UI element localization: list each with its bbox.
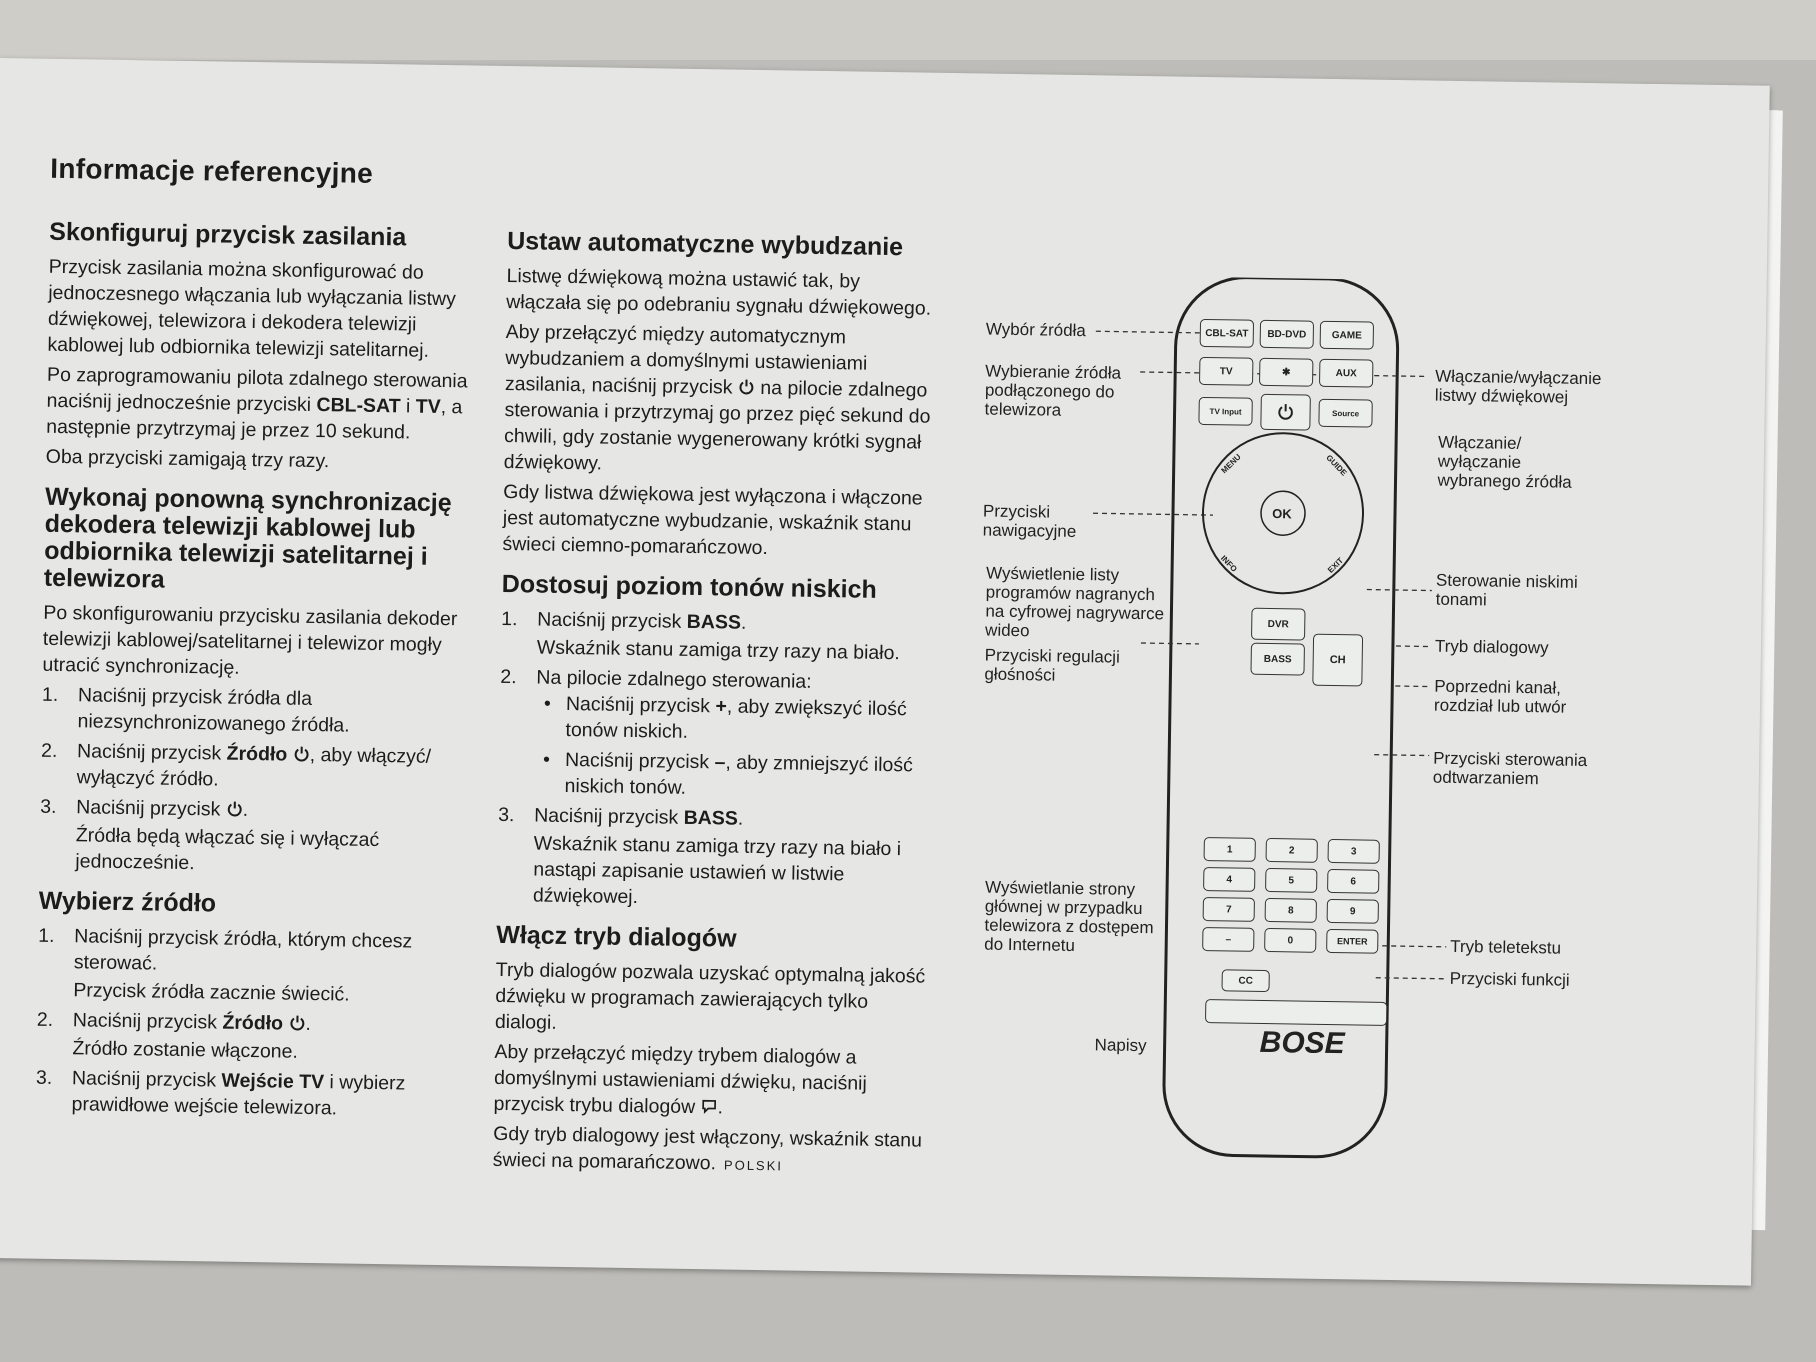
resync-steps: [39, 682, 472, 881]
paragraph: Aby przełączyć między trybem dialogów a domyślnymi ustawieniami dźwięku, naciśnij przycisk trybu dialogów .: [493, 1040, 867, 1119]
list-item: 1. Naciśnij przycisk źródła, którym chcesz sterować. Przycisk źródła zacznie świecić.: [37, 923, 468, 1010]
label-nav: Przyciski nawigacyjne: [982, 501, 1077, 541]
paragraph: Tryb dialogów pozwala uzyskać optymalną jakość dźwięku w programach zawierających tylko dialogi.: [494, 958, 926, 1034]
paragraph: Po skonfigurowaniu przycisku zasilania dekoder telewizji kablowej/satelitarnej i telewizor mogły utracić synchronizację.: [42, 601, 458, 679]
key-4[interactable]: 4: [1203, 867, 1255, 892]
manual-page: [0, 58, 1770, 1286]
list-item: 3. Naciśnij przycisk BASS. Wskaźnik stanu zamiga trzy razy na biało i nastąpi zapisanie ustawień w listwie dźwiękowej.: [497, 802, 929, 915]
bluetooth-icon[interactable]: ✱: [1259, 358, 1313, 387]
key-0[interactable]: 0: [1264, 928, 1316, 953]
key-1[interactable]: 1: [1204, 837, 1256, 862]
bass-bullets: [534, 690, 930, 804]
key-dash[interactable]: –: [1202, 927, 1254, 952]
step-note: Wskaźnik stanu zamiga trzy razy na biało.: [536, 636, 900, 665]
aux-button[interactable]: AUX: [1319, 359, 1373, 388]
cc-button[interactable]: CC: [1221, 969, 1269, 992]
label-tv-source: Wybieranie źródła podłączonego do telewizora: [984, 361, 1122, 420]
power-icon: [738, 379, 755, 396]
label-soundbar-power: Włączanie/wyłączanie listwy dźwiękowej: [1434, 366, 1602, 407]
list-item: 2. Naciśnij przycisk Źródło , aby włączyć/ wyłączyć źródło.: [40, 739, 432, 791]
heading-resync: Wykonaj ponowną synchronizację dekodera telewizji kablowej lub odbiornika telewizji satelitarnej i telewizora: [43, 482, 452, 594]
bose-logo: BOSE: [1259, 1025, 1345, 1061]
key-5[interactable]: 5: [1265, 868, 1317, 893]
dialog-bubble-icon: [700, 1098, 717, 1115]
game-button[interactable]: GAME: [1320, 321, 1374, 350]
paragraph: Oba przyciski zamigają trzy razy.: [45, 445, 330, 473]
key-7[interactable]: 7: [1203, 897, 1255, 922]
background-surface: [0, 0, 1816, 60]
exit-button[interactable]: EXIT: [1325, 555, 1345, 575]
key-9[interactable]: 9: [1327, 899, 1379, 924]
step-note: Przycisk źródła zacznie świecić.: [73, 979, 350, 1006]
label-prev: Poprzedni kanał, rozdział lub utwór: [1433, 676, 1567, 717]
label-teletext: Tryb teletekstu: [1450, 936, 1562, 958]
bass-button[interactable]: BASS: [1250, 643, 1304, 676]
info-button[interactable]: INFO: [1219, 553, 1240, 574]
source-button[interactable]: Source: [1318, 399, 1372, 428]
heading-bass: Dostosuj poziom tonów niskich: [501, 569, 877, 604]
function-buttons[interactable]: [1205, 999, 1387, 1026]
paragraph: Listwę dźwiękową można ustawić tak, by włączała się po odebraniu sygnału dźwiękowego.: [506, 264, 932, 320]
label-volume: Przyciski regulacji głośności: [984, 645, 1120, 685]
enter-button[interactable]: ENTER: [1326, 929, 1378, 954]
ok-button[interactable]: OK: [1272, 505, 1292, 521]
label-dialog: Tryb dialogowy: [1434, 636, 1549, 658]
paragraph: Aby przełączyć między automatycznym wybudzaniem a domyślnymi ustawieniami zasilania, naciśnij przycisk na pilocie zdalnego sterowania i przytrzymaj go przez pięć sekund do chwili, gdy zostanie wygenerowany krótki sygnał dźwiękowy.: [503, 320, 931, 475]
step-note: Źródło zostanie włączone.: [72, 1037, 299, 1063]
remote-diagram: [941, 273, 1657, 1284]
label-source-power: Włączanie/ wyłączanie wybranego źródła: [1437, 432, 1572, 492]
power-icon: [1276, 403, 1294, 421]
tv-input-button[interactable]: TV Input: [1198, 397, 1252, 426]
bd-dvd-button[interactable]: BD-DVD: [1260, 320, 1314, 349]
dvr-button[interactable]: DVR: [1251, 608, 1305, 641]
channel-button[interactable]: CH: [1312, 634, 1363, 687]
column-left: [35, 153, 480, 1128]
cbl-sat-button[interactable]: CBL-SAT: [1200, 319, 1254, 348]
heading-auto-wake: Ustaw automatyczne wybudzanie: [506, 226, 904, 262]
step-note: Źródła będą włączać się i wyłączać jednocześnie.: [75, 824, 380, 875]
list-item: 1. Naciśnij przycisk źródła dla niezsynchronizowanego źródła.: [41, 683, 350, 737]
paragraph: Po zaprogramowaniu pilota zdalnego sterowania naciśnij jednocześnie przyciski CBL-SAT i TV, a następnie przytrzymaj je przez 10 sekund.: [46, 363, 468, 444]
heading-power-button: Skonfiguruj przycisk zasilania: [49, 217, 407, 252]
column-middle: [492, 214, 937, 1186]
paragraph: Przycisk zasilania można skonfigurować do jednoczesnego włączania lub wyłączania listwy dźwiękowej, telewizora i dekodera telewizji kablowej lub odbiornika telewizji satelitarnej.: [47, 255, 457, 362]
power-button[interactable]: [1260, 394, 1311, 431]
menu-button[interactable]: MENU: [1219, 451, 1243, 475]
power-icon: [226, 801, 243, 818]
key-3[interactable]: 3: [1328, 839, 1380, 864]
list-item: 1. Naciśnij przycisk BASS. Wskaźnik stanu zamiga trzy razy na biało.: [501, 606, 932, 667]
paragraph: Gdy tryb dialogowy jest włączony, wskaźnik stanu świeci na pomarańczowo. POLSKI: [492, 1122, 923, 1175]
select-source-steps: [35, 923, 468, 1124]
power-icon: [288, 1015, 305, 1032]
label-function: Przyciski funkcji: [1449, 968, 1570, 990]
power-icon: [293, 746, 310, 763]
label-home: Wyświetlanie strony głównej w przypadku telewizora z dostępem do Internetu: [984, 877, 1154, 955]
bullet-item: • Naciśnij przycisk –, aby zmniejszyć ilość niskich tonów.: [534, 746, 929, 804]
list-item: 2. Na pilocie zdalnego sterowania: • Naciśnij przycisk +, aby zwiększyć ilość tonów niskich. • Naciśnij przycisk –, aby zmniejszyć ilość niskich tonów.: [498, 664, 930, 805]
bass-steps: [497, 606, 932, 915]
guide-button[interactable]: GUIDE: [1324, 452, 1349, 478]
label-bass: Sterowanie niskimi tonami: [1435, 570, 1578, 610]
label-source-select: Wybór źródła: [985, 319, 1087, 341]
list-item: 3. Naciśnij przycisk Wejście TV i wybierz prawidłowe wejście telewizora.: [35, 1066, 406, 1120]
paragraph: Gdy listwa dźwiękowa jest wyłączona i włączone jest automatyczne wybudzanie, wskaźnik stanu świeci ciemno-pomarańczowo.: [502, 480, 923, 560]
list-item: 2. Naciśnij przycisk Źródło . Źródło zostanie włączone.: [36, 1007, 467, 1068]
page-title: Informacje referencyjne: [50, 152, 374, 189]
step-note: Wskaźnik stanu zamiga trzy razy na biało i nastąpi zapisanie ustawień w listwie dźwiękowej.: [532, 832, 902, 909]
label-subtitles: Napisy: [1094, 1035, 1147, 1056]
language-footer: POLSKI: [723, 1157, 784, 1174]
list-item: 3. Naciśnij przycisk . Źródła będą włączać się i wyłączać jednocześnie.: [39, 794, 470, 881]
key-6[interactable]: 6: [1327, 869, 1379, 894]
tv-button[interactable]: TV: [1199, 357, 1253, 386]
key-2[interactable]: 2: [1266, 838, 1318, 863]
label-dvr-list: Wyświetlenie listy programów nagranych na cyfrowej nagrywarce wideo: [984, 563, 1165, 641]
key-8[interactable]: 8: [1265, 898, 1317, 923]
bullet-item: • Naciśnij przycisk +, aby zwiększyć ilość tonów niskich.: [535, 690, 930, 748]
heading-select-source: Wybierz źródło: [38, 886, 217, 918]
heading-dialog-mode: Włącz tryb dialogów: [496, 920, 737, 953]
label-playback: Przyciski sterowania odtwarzaniem: [1432, 748, 1588, 789]
